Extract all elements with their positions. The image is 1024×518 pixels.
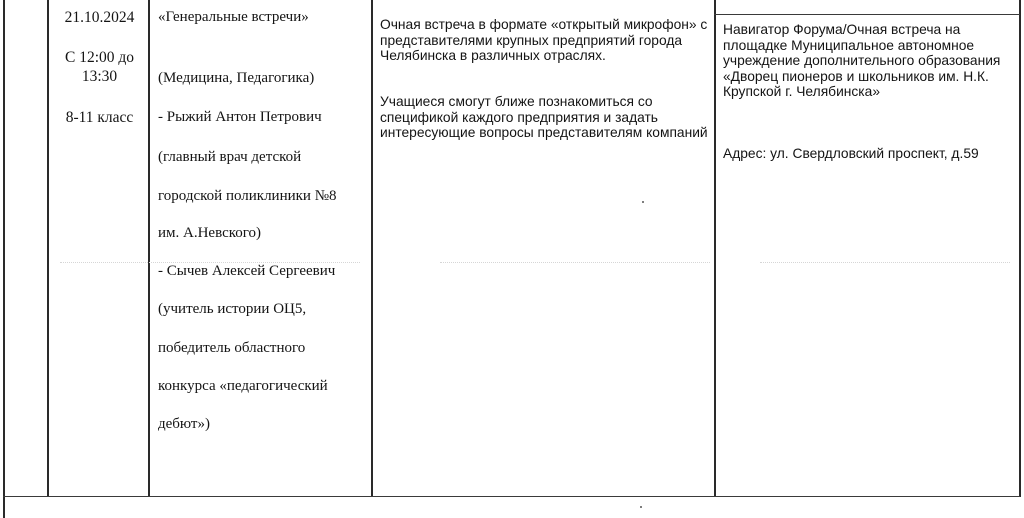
event-time [53,48,146,86]
description-cell [380,0,710,518]
speaker-1-role-line: городской поликлиники №8 [158,188,337,204]
venue-text: Навигатор Форума/Очная встреча на площадке Муниципальное автономное учреждение дополнительного образования «Дворец пионеров и школьников им. Н.К. Крупской г. Челябинска» [723,22,1001,99]
speaker-2-role-line: конкурса «педагогический [158,378,328,394]
column-border-2 [47,0,49,497]
column-border-3 [148,0,150,497]
date-cell [53,0,146,518]
event-time-start: С 12:00 до [64,49,135,66]
venue-cell [723,0,1023,518]
speaker-1-role-line: (главный врач детской [158,149,302,165]
column-border-5 [714,0,716,497]
event-time-end: 13:30 [81,68,118,85]
speaker-2-role-line: победитель областного [158,340,306,356]
speaker-2-name: - Сычев Алексей Сергеевич [158,263,336,279]
speaker-1-role-line: им. А.Невского) [158,225,262,241]
venue-address: Адрес: ул. Свердловский проспект, д.59 [723,146,979,161]
description-paragraph-2: Учащиеся смогут ближе познакомиться со спецификой каждого предприятия и задать интересующие вопросы представителям компаний [380,94,708,140]
speaker-2-role-line: (учитель истории ОЦ5, [158,301,307,317]
description-paragraph-1: Очная встреча в формате «открытый микрофон» с представителями крупных предприятий города Челябинска в различных отраслях. [380,17,708,63]
speaker-2-role-line: дебют») [158,416,210,432]
event-date: 21.10.2024 [64,9,135,26]
event-grade: 8-11 класс [65,109,134,126]
speakers-cell [158,0,373,518]
speaker-1-name: - Рыжий Антон Петрович [158,109,322,125]
column-border-1 [3,0,5,518]
event-title: «Генеральные встречи» [158,9,309,25]
event-topics: (Медицина, Педагогика) [158,70,315,86]
